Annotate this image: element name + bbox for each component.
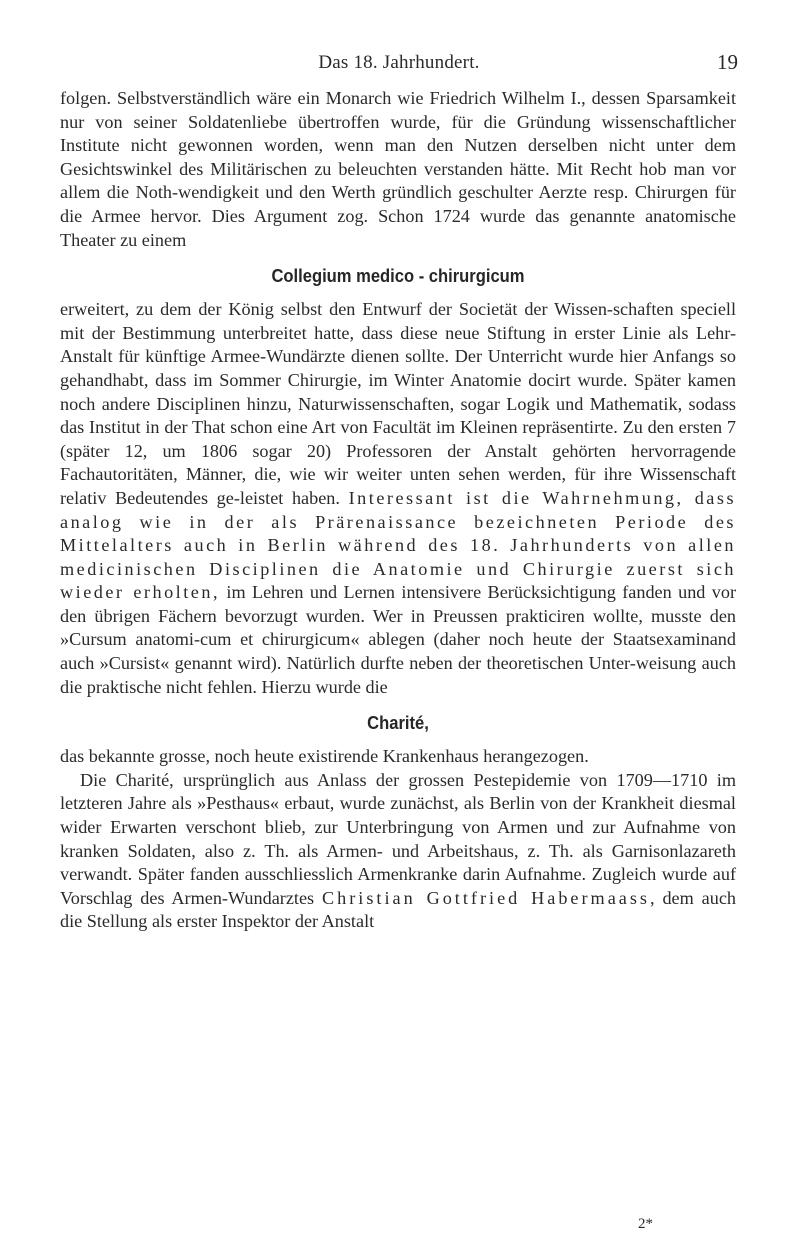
body-text [60, 87, 736, 934]
paragraph-4 [60, 769, 736, 934]
running-title: Das 18. Jahrhundert. [318, 52, 480, 73]
paragraph-1: folgen. Selbstverständlich wäre ein Monarch wie Friedrich Wilhelm I., dessen Sparsamkeit nur von seiner Soldatenliebe übertroffen wurde, für die Gründung wissenschaftlicher Institute nicht gewonnen worden, wenn man den Nutzen derselben nicht unter dem Gesichtswinkel des Militärischen zu beleuchten verstanden hätte. Mit Recht hob man vor allem die Noth-wendigkeit und den Werth gründlich geschulter Aerzte resp. Chirurgen für die Armee hervor. Dies Argument zog. Schon 1724 wurde das genannte anatomische Theater zu einem [60, 88, 736, 250]
section-heading-collegium: Collegium medico - chirurgicum [271, 266, 525, 287]
paragraph-2-text-a: erweitert, zu dem der König selbst den Entwurf der Societät der Wissen-schaften speciell mit der Bestimmung unterbreitet hatte, dass diese neue Stiftung in erster Linie als Lehr-Anstalt für künftige Armee-Wundärzte dienen sollte. Der Unterricht wurde hier Anfangs so gehandhabt, dass im Sommer Chirurgie, im Winter Anatomie docirt wurde. Später kamen noch andere Disciplinen hinzu, Naturwissenschaften, sogar Logik und Mathematik, sodass das Institut in der That schon eine Art von Facultät im Kleinen repräsentirte. Zu den ersten 7 (später 12, um 1806 sogar 20) Professoren der Anstalt gehörten hervorragende Fachautoritäten, Männer, die, wie wir weiter unten sehen werden, für ihre Wissenschaft relativ Bedeutendes ge-leistet haben. [60, 299, 736, 508]
section-heading-charite: Charité, [367, 713, 429, 734]
paragraph-2-text-b: im Lehren und Lernen intensivere Berücksichtigung fanden und vor den übrigen Fächern bevorzugt wurden. Wer in Preussen prakticiren wollte, musste den »Cursum anatomi-cum et chirurgicum« ablegen (daher noch heute der Staatsexaminand auch »Cursist« genannt wird). Natürlich durfte neben der theoretischen Unter-weisung auch die praktische nicht fehlen. Hierzu wurde die [60, 582, 737, 697]
paragraph-2 [60, 298, 736, 699]
paragraph-3: das bekannte grosse, noch heute existirende Krankenhaus herangezogen. [60, 746, 589, 767]
page-number: 19 [717, 50, 738, 74]
signature-mark: 2* [638, 1216, 653, 1232]
running-head [60, 52, 738, 80]
paragraph-4-text-b: , dem auch die Stellung als erster Inspektor der Anstalt [60, 887, 736, 932]
emphasized-passage: Interessant ist die Wahrnehmung, dass analog wie in der als Prärenaissance bezeichneten Periode des Mittelalters auch in Berlin während des 18. Jahrhunderts von allen medicinischen Disciplinen die Anatomie und Chirurgie zuerst sich wieder erholten, [60, 487, 737, 603]
person-name: Christian Gottfried Habermaass [322, 887, 651, 908]
paragraph-4-text-a: Die Charité, ursprünglich aus Anlass der grossen Pestepidemie von 1709—1710 im letzteren Jahre als »Pesthaus« erbaut, wurde zunächst, als Berlin von der Krankheit diesmal wider Erwarten verschont blieb, zur Unterbringung von Armen und zur Aufnahme von kranken Soldaten, also z. Th. als Armen- und Arbeitshaus, z. Th. als Garnisonlazareth verwandt. Später fanden ausschliesslich Armenkranke darin Aufnahme. Zugleich wurde auf Vorschlag des Armen-Wundarztes [60, 769, 736, 908]
